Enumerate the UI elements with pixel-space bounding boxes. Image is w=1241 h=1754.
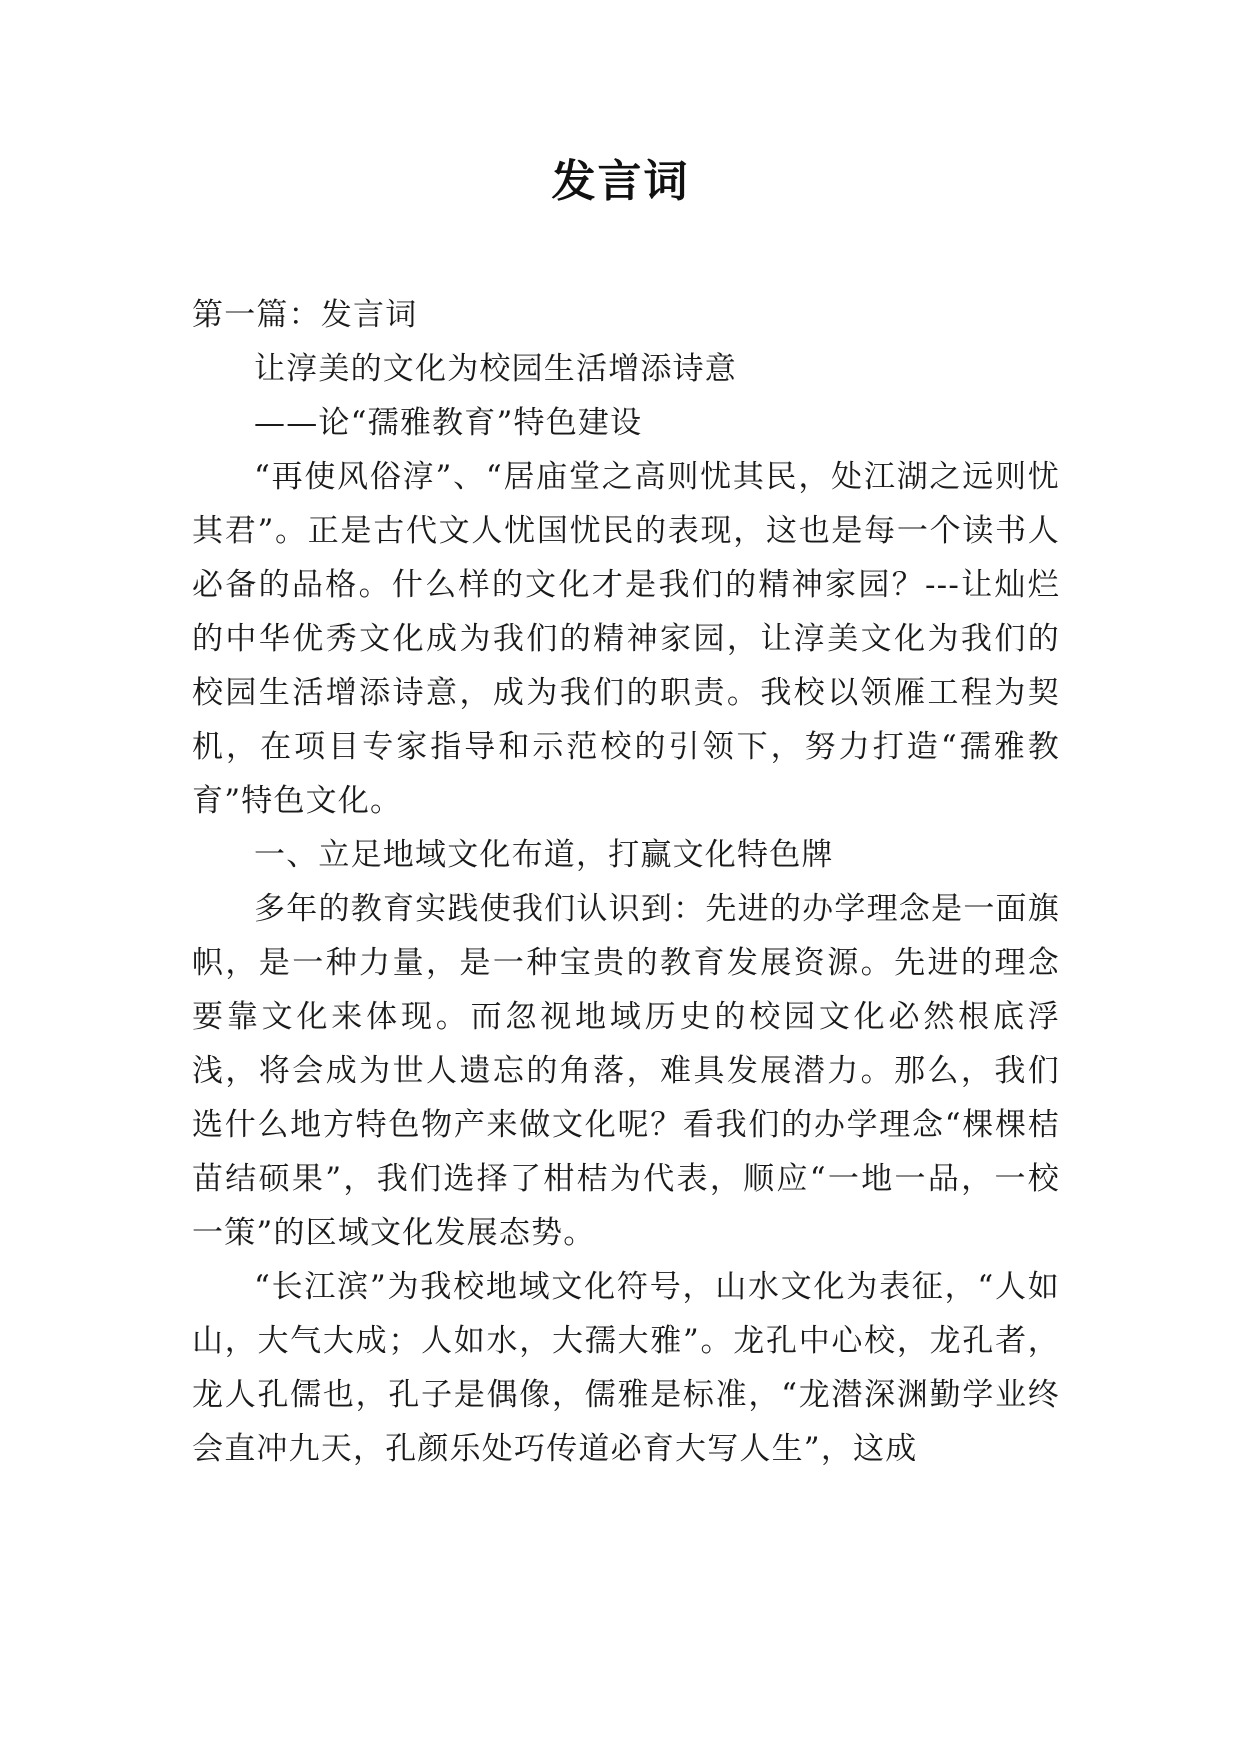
document-title: 发言词 xyxy=(551,156,690,207)
paragraph-intro: “再使风俗淳”、“居庙堂之高则忧其民，处江湖之远则忧其君”。正是古代文人忧国忧民的表现，这也是每一个读书人必备的品格。什么样的文化才是我们的精神家园？---让灿烂的中华优秀文化成为我们的精神家园，让淳美文化为我们的校园生活增添诗意，成为我们的职责。我校以领雁工程为契机，在项目专家指导和示范校的引领下，努力打造“孺雅教育”特色文化。 xyxy=(192,459,1060,819)
section-heading-one: 一、立足地域文化布道，打赢文化特色牌 xyxy=(254,837,834,873)
paragraph-changjiang: “长江滨”为我校地域文化符号，山水文化为表征，“人如山，大气大成；人如水，大孺大雅”。龙孔中心校，龙孔者，龙人孔儒也，孔子是偶像，儒雅是标准，“龙潜深渊勤学业终会直冲九天，孔颜乐处巧传道必育大写人生”，这成 xyxy=(192,1269,1060,1467)
document-body xyxy=(192,288,1060,1476)
article-subtitle-secondary: ——论“孺雅教育”特色建设 xyxy=(254,405,643,441)
article-subtitle: 让淳美的文化为校园生活增添诗意 xyxy=(254,351,737,387)
section-heading: 第一篇：发言词 xyxy=(192,297,418,333)
paragraph-practice: 多年的教育实践使我们认识到：先进的办学理念是一面旗帜，是一种力量，是一种宝贵的教育发展资源。先进的理念要靠文化来体现。而忽视地域历史的校园文化必然根底浮浅，将会成为世人遗忘的角落，难具发展潜力。那么，我们选什么地方特色物产来做文化呢？看我们的办学理念“棵棵桔苗结硕果”，我们选择了柑桔为代表，顺应“一地一品，一校一策”的区域文化发展态势。 xyxy=(192,891,1060,1251)
